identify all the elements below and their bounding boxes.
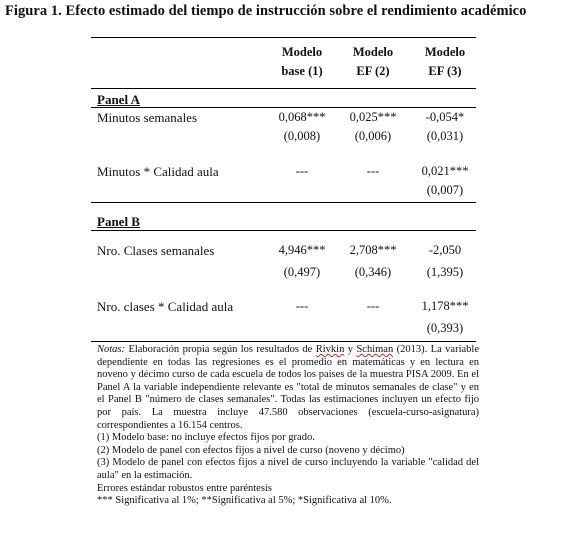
column-header-3-line1: Modelo <box>424 45 466 59</box>
table-notes <box>97 344 479 508</box>
coef-cell: -0,054* <box>425 110 465 124</box>
coef-cell: 0,025*** <box>349 110 397 124</box>
coef-cell: --- <box>366 164 380 178</box>
author-name: Schiman <box>356 344 394 355</box>
column-header-1-line1: Modelo <box>281 45 323 59</box>
column-header-2-line1: Modelo <box>352 45 394 59</box>
column-header-2-line2: EF (2) <box>356 64 390 78</box>
se-cell: (0,008) <box>283 129 321 143</box>
table-top-rule <box>91 37 476 38</box>
figure-title: Figura 1. Efecto estimado del tiempo de instrucción sobre el rendimiento académico <box>5 3 527 19</box>
coef-cell: 2,708*** <box>349 243 397 257</box>
row-label: Minutos * Calidad aula <box>97 164 219 179</box>
column-header-1-line2: base (1) <box>281 64 323 78</box>
panel-b-title: Panel B <box>97 214 140 229</box>
panel-a-rule <box>91 107 476 108</box>
panel-a-title: Panel A <box>97 92 140 107</box>
coef-cell: 0,021*** <box>421 164 469 178</box>
column-header-1 <box>267 43 337 81</box>
coef-cell: --- <box>295 164 309 178</box>
se-cell: (0,031) <box>426 129 464 143</box>
model-note-1: (1) Modelo base: no incluye efectos fijos por grado. <box>97 432 315 444</box>
coef-cell: 0,068*** <box>278 110 326 124</box>
se-cell: (0,006) <box>354 129 392 143</box>
model-note-3: (3) Modelo de panel con efectos fijos a nivel de curso incluyendo la variable "calidad del aula" en la estimación. <box>97 457 479 481</box>
se-cell: (0,346) <box>354 265 392 279</box>
coef-cell: --- <box>366 299 380 313</box>
coef-cell: --- <box>295 299 309 313</box>
table-bottom-rule <box>91 341 476 342</box>
coef-cell: 1,178*** <box>421 299 469 313</box>
column-header-2 <box>338 43 408 81</box>
se-cell: (0,393) <box>426 321 464 335</box>
coef-cell: 4,946*** <box>278 243 326 257</box>
se-cell: (0,497) <box>283 265 321 279</box>
author-name: Rivkin <box>315 344 345 355</box>
robust-errors-note: Errores estándar robustos entre paréntesis <box>97 482 272 494</box>
model-note-2: (2) Modelo de panel con efectos fijos a nivel de curso (noveno y décimo) <box>97 444 405 456</box>
notes-text: Elaboración propia según los resultados de <box>125 344 316 355</box>
coef-cell: -2,050 <box>428 243 462 257</box>
notes-paragraph <box>97 344 479 432</box>
notes-text: y <box>344 344 357 355</box>
se-cell: (1,395) <box>426 265 464 279</box>
notes-lead: Notas: <box>97 344 126 355</box>
column-header-3 <box>410 43 480 81</box>
header-bottom-rule <box>91 88 476 89</box>
se-cell: (0,007) <box>426 183 464 197</box>
row-label: Nro. clases * Calidad aula <box>97 299 234 314</box>
notes-text: (2013). La variable dependiente en todas las regresiones es el promedio en matemáticas y en lectura en noveno y décimo curso de cada escuela de todos los países de la muestra PISA 2009. En el Panel A la variable independiente relevante es "total de minutos semanales de clase" y en el Panel B "número de clases semanales". Todas las estimaciones incluyen un efecto fijo por país. La muestra incluye 47.580 observaciones (escuela-curso-asignatura) correspondientes a 16.154 centros. <box>97 344 479 431</box>
panel-separator-rule <box>91 202 476 203</box>
row-label: Nro. Clases semanales <box>97 243 215 258</box>
significance-note: *** Significativa al 1%; **Significativa al 5%; *Significativa al 10%. <box>97 495 392 507</box>
row-label: Minutos semanales <box>97 110 198 125</box>
column-header-3-line2: EF (3) <box>428 64 462 78</box>
panel-b-rule <box>91 230 476 231</box>
